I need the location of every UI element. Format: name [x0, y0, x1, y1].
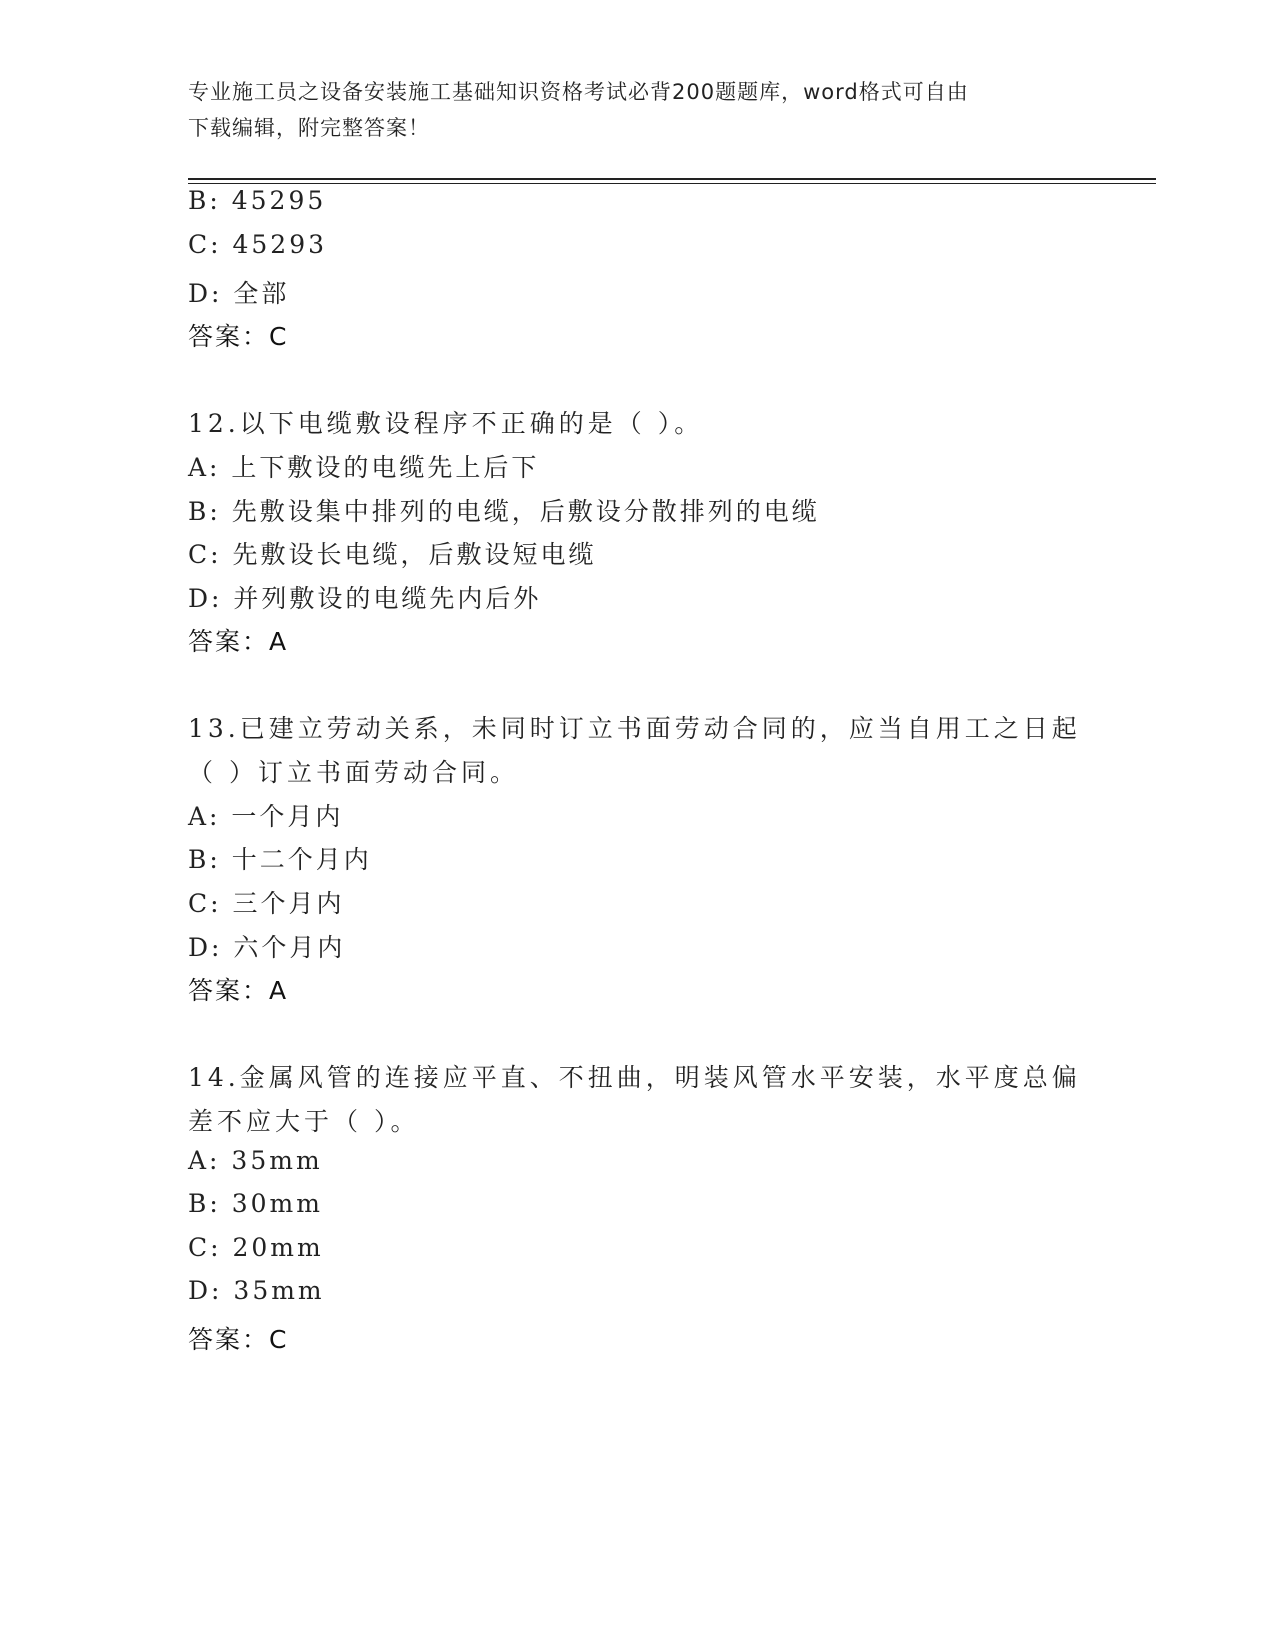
q12-option-a: A: 上下敷设的电缆先上后下 — [188, 453, 540, 482]
q13-option-c: C: 三个月内 — [188, 889, 345, 918]
q12-option-c: C: 先敷设长电缆，后敷设短电缆 — [188, 540, 597, 569]
q12-option-d: D: 并列敷设的电缆先内后外 — [188, 584, 542, 613]
question-13-stem-line-1: 13.已建立劳动关系，未同时订立书面劳动合同的，应当自用工之日起 — [188, 714, 1081, 743]
q14-option-d: D: 35mm — [188, 1276, 325, 1305]
question-14-stem-line-1: 14.金属风管的连接应平直、不扭曲，明装风管水平安装，水平度总偏 — [188, 1063, 1081, 1092]
q13-option-b: B: 十二个月内 — [188, 845, 372, 874]
document-header — [188, 74, 1068, 146]
header-divider-thick — [188, 178, 1156, 180]
option-b: B: 45295 — [188, 186, 327, 215]
option-c: C: 45293 — [188, 230, 328, 259]
q13-option-d: D: 六个月内 — [188, 933, 346, 962]
q13-option-a: A: 一个月内 — [188, 802, 344, 831]
answer-line: 答案：C — [188, 322, 289, 351]
option-d: D: 全部 — [188, 279, 290, 308]
q12-answer: 答案：A — [188, 627, 289, 656]
q14-option-b: B: 30mm — [188, 1189, 323, 1218]
header-line-2: 下载编辑，附完整答案！ — [188, 116, 430, 140]
header-line-1: 专业施工员之设备安装施工基础知识资格考试必背200题题库，word格式可自由 — [188, 80, 969, 104]
header-divider-thin — [188, 183, 1156, 184]
q14-option-a: A: 35mm — [188, 1146, 323, 1175]
question-14-stem-line-2: 差不应大于（ ）。 — [188, 1107, 420, 1136]
q14-option-c: C: 20mm — [188, 1233, 324, 1262]
question-13-stem-line-2: （ ）订立书面劳动合同。 — [188, 758, 519, 787]
q14-answer: 答案：C — [188, 1325, 289, 1354]
q13-answer: 答案：A — [188, 976, 289, 1005]
question-12-stem: 12.以下电缆敷设程序不正确的是（ ）。 — [188, 409, 704, 438]
q12-option-b: B: 先敷设集中排列的电缆，后敷设分散排列的电缆 — [188, 497, 820, 526]
